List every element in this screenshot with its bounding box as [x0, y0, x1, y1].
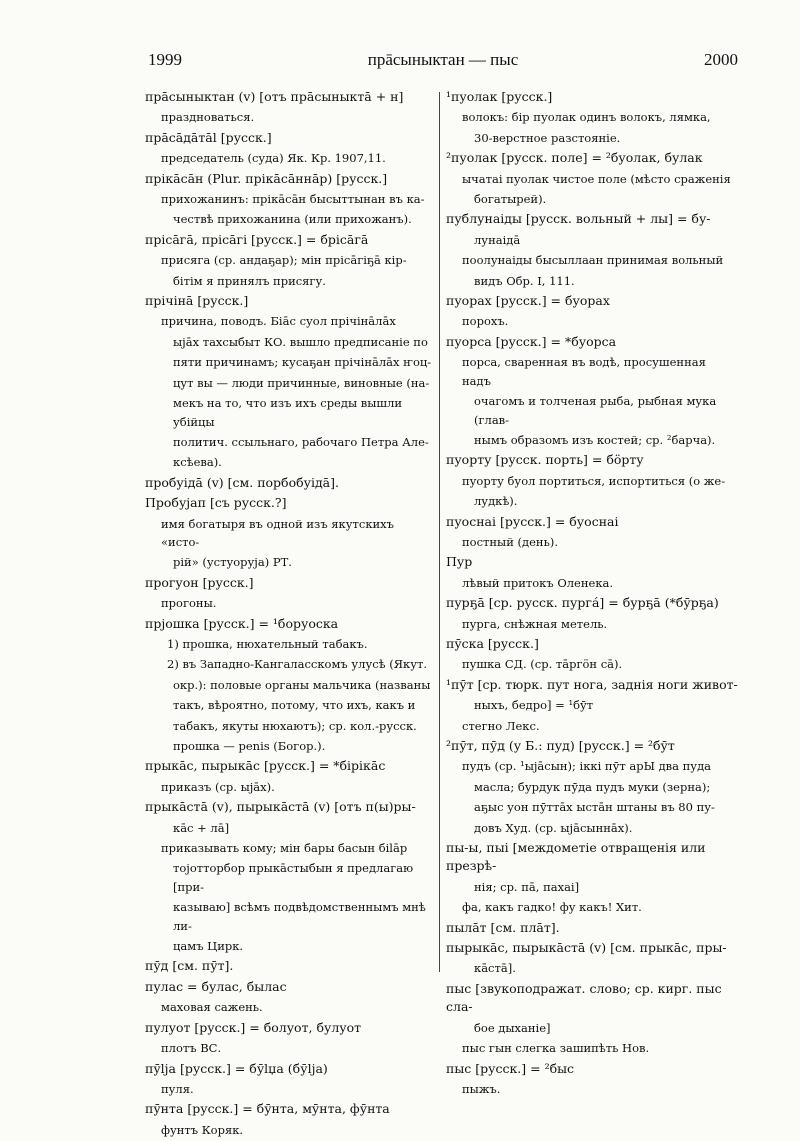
- entry-definition-line: мекъ на то, что изъ ихъ среды вышли убійцы: [173, 396, 403, 429]
- entry-definition-line: маховая сажень.: [161, 1000, 263, 1015]
- entry-definition-line: пяти причинамъ; кусаҕан прічінāлāх ҥоц-: [173, 355, 432, 370]
- entry-headword-line: прісāгā, прісāгі [русск.] = брісāгā: [145, 231, 369, 247]
- entry-definition-line: приказъ (ср. ыjāх).: [161, 779, 275, 794]
- entry-definition-line: причина, поводъ. Біāс суол прічінāлāх: [161, 314, 396, 329]
- entry-definition-line: ныхъ, бедро] = ¹бӯт: [474, 698, 594, 713]
- entry-headword-line: прогуон [русск.]: [145, 574, 254, 590]
- entry-headword-line: ¹пӯт [ср. тюрк. пут нога, заднія ноги живот-: [446, 676, 738, 692]
- entry-definition-line: поолунаіды бысыллаан принимая вольный: [462, 253, 724, 268]
- entry-definition-line: стегно Лекс.: [462, 718, 540, 733]
- entry-headword-line: прјошка [русск.] = ¹боруоска: [145, 615, 339, 631]
- entry-headword-line: пырыкāс, пырыкāстā (v) [см. прыкāс, пры-: [446, 940, 727, 956]
- entry-definition-line: прогоны.: [161, 596, 217, 611]
- entry-definition-line: кāстā].: [474, 961, 516, 976]
- entry-headword-line: прікāсāн (Plur. прікāсāннāр) [русск.]: [145, 170, 388, 186]
- entry-definition-line: цут вы — люди причинные, виновные (на-: [173, 375, 430, 390]
- entry-definition-line: постный (день).: [462, 534, 558, 549]
- entry-definition-line: приказывать кому; мін бары басын біlāр: [161, 841, 408, 856]
- entry-definition-line: казываю] всѣмъ подвѣдомственнымъ мнѣ ли-: [173, 900, 426, 933]
- entry-definition-line: прихожанинъ: прікāсāн бысыттынан въ ка-: [161, 192, 425, 207]
- entry-headword-line: пуоснаі [русск.] = буоснаі: [446, 513, 619, 529]
- entry-headword-line: пыс [русск.] = ²быс: [446, 1060, 575, 1076]
- entry-definition-line: пудъ (ср. ¹ыjāсын); іккі пӯт арЫ два пуда: [462, 759, 712, 774]
- entry-definition-line: плотъ ВС.: [161, 1041, 222, 1056]
- entry-definition-line: бое дыханіе]: [474, 1020, 551, 1035]
- entry-definition-line: лѣвый притокъ Оленека.: [462, 575, 614, 590]
- entry-definition-line: 30-верстное разстояніе.: [474, 130, 621, 145]
- entry-definition-line: порохъ.: [462, 314, 509, 329]
- page-number-right: 2000: [704, 50, 738, 69]
- running-title: прāсыныктан — пыс: [367, 50, 519, 69]
- entry-definition-line: ычатаі пуолак чистое поле (мѣсто сраженія: [462, 171, 731, 186]
- entry-headword-line: пуорса [русск.] = *буорса: [446, 333, 617, 349]
- entry-definition-line: очагомъ и толченая рыба, рыбная мука (глав-: [474, 394, 717, 427]
- entry-headword-line: ¹пуолак [русск.]: [446, 89, 553, 104]
- entry-definition-line: фа, какъ гадко! фу какъ! Хит.: [462, 900, 642, 915]
- entry-definition-line: 2) въ Западно-Кангаласскомъ улусѣ (Якут.: [167, 657, 427, 672]
- page-number-left: 1999: [148, 50, 182, 69]
- entry-definition-line: 1) прошка, нюхательный табакъ.: [167, 636, 368, 651]
- entry-headword-line: пӯска [русск.]: [446, 635, 539, 651]
- entry-definition-line: прошка — penis (Богор.).: [173, 739, 326, 753]
- entry-headword-line: ²пуолак [русск. поле] = ²буолак, булак: [446, 150, 703, 166]
- entry-definition-line: политич. ссыльнаго, рабочаго Петра Але-: [173, 434, 429, 449]
- entry-definition-line: тоjотторбор прыкāстыбын я предлагаю [при-: [173, 861, 414, 894]
- entry-headword-line: Пробуjап [съ русск.?]: [145, 495, 287, 511]
- entry-definition-line: фунтъ Коряк.: [161, 1122, 244, 1137]
- entry-definition-line: волокъ: бір пуолак одинъ волокъ, лямка,: [462, 110, 711, 125]
- entry-definition-line: пушка СД. (ср. тāргӧн сā).: [462, 657, 623, 672]
- entry-definition-line: чествѣ прихожанина (или прихожанъ).: [173, 212, 412, 227]
- entry-definition-line: лудкѣ).: [474, 494, 518, 509]
- entry-definition-line: пурга, снѣжная метель.: [462, 616, 608, 631]
- entry-definition-line: рій» (устуоруjа) РТ.: [173, 555, 292, 570]
- entry-headword-line: ²пӯт, пӯд (у Б.: пуд) [русск.] = ²бӯт: [446, 738, 675, 753]
- entry-headword-line: пӯlја [русск.] = бӯlџа (бӯlја): [145, 1060, 328, 1076]
- entry-headword-line: прічінā [русск.]: [145, 293, 249, 309]
- entry-definition-line: порса, сваренная въ водѣ, просушенная надъ: [462, 355, 706, 388]
- entry-headword-line: пыс [звукоподражат. слово; ср. кирг. пыс сла-: [446, 980, 722, 1015]
- entry-definition-line: видъ Обр. I, 111.: [474, 273, 575, 288]
- entry-definition-line: довъ Худ. (ср. ыjāсыннāх).: [474, 820, 633, 835]
- entry-definition-line: ксѣева).: [173, 455, 222, 470]
- right-column: [446, 88, 738, 1100]
- entry-definition-line: нія; ср. пā, пахаі]: [474, 879, 580, 894]
- entry-definition-line: пыс гын слегка зашипѣть Нов.: [462, 1041, 650, 1056]
- entry-headword-line: прыкāс, пырыкāс [русск.] = *бірікāс: [145, 758, 386, 774]
- entry-headword-line: пурҕā [ср. русск. пургá] = бурҕā (*бӯрҕа): [446, 595, 719, 611]
- entry-headword-line: пуорах [русск.] = буорах: [446, 293, 610, 309]
- entry-definition-line: пуля.: [161, 1081, 194, 1096]
- entry-headword-line: прыкāстā (v), пырыкāстā (v) [отъ п(ы)ры-: [145, 799, 416, 815]
- entry-headword-line: пулас = булас, былас: [145, 978, 287, 994]
- entry-definition-line: имя богатыря въ одной изъ якутскихъ «исто-: [161, 516, 394, 549]
- entry-definition-line: присяга (ср. андаҕар); мін прісāгіҕā кір-: [161, 253, 407, 268]
- entry-headword-line: Пур: [446, 554, 473, 570]
- entry-headword-line: пы-ы, пыі [междометіе отвращенія или презрѣ-: [446, 840, 706, 874]
- entry-headword-line: пулуот [русск.] = болуот, булуот: [145, 1019, 362, 1035]
- page-header: [148, 50, 738, 74]
- entry-definition-line: богатырей).: [474, 192, 547, 207]
- entry-definition-line: лунаідā: [474, 232, 521, 247]
- entry-headword-line: прāсāдāтāl [русск.]: [145, 129, 272, 145]
- entry-definition-line: праздноваться.: [161, 110, 255, 125]
- left-column: [145, 88, 433, 1141]
- entry-definition-line: аҕыс уон пӯттāх ыстāн штаны въ 80 пу-: [474, 800, 715, 815]
- entry-headword-line: пуорту [русск. порть] = бӧрту: [446, 452, 644, 468]
- entry-definition-line: кāс + лā]: [173, 820, 230, 835]
- entry-headword-line: пылāт [см. плāт].: [446, 919, 560, 935]
- entry-definition-line: бітім я принялъ присягу.: [173, 273, 326, 288]
- entry-definition-line: председатель (суда) Як. Кр. 1907,11.: [161, 151, 386, 166]
- entry-definition-line: масла; бурдук пӯда пудъ муки (зерна);: [474, 779, 711, 794]
- entry-definition-line: пуорту буол портиться, испортиться (о же-: [462, 473, 726, 488]
- entry-headword-line: публунаіды [русск. вольный + лы] = бу-: [446, 211, 711, 227]
- entry-definition-line: ыjāх тахсыбыт КО. вышло предписаніе по: [173, 334, 428, 349]
- entry-definition-line: цамъ Цирк.: [173, 939, 244, 954]
- entry-headword-line: пӯнта [русск.] = бӯнта, мӯнта, фӯнта: [145, 1101, 390, 1117]
- entry-headword-line: пробуідā (v) [см. порбобуідā].: [145, 474, 339, 490]
- entry-definition-line: нымъ образомъ изъ костей; ср. ²барча).: [474, 432, 716, 447]
- entry-definition-line: пыжъ.: [462, 1081, 501, 1096]
- column-divider: [439, 92, 440, 972]
- entry-definition-line: табакъ, якуты нюхаютъ); ср. кол.-русск.: [173, 718, 417, 733]
- entry-headword-line: пӯд [см. пӯт].: [145, 958, 234, 974]
- entry-definition-line: такъ, вѣроятно, потому, что ихъ, какъ и: [173, 698, 416, 713]
- entry-headword-line: прāсыныктан (v) [отъ прāсыныктā + н]: [145, 89, 404, 104]
- entry-definition-line: окр.): половые органы мальчика (названы: [173, 677, 431, 692]
